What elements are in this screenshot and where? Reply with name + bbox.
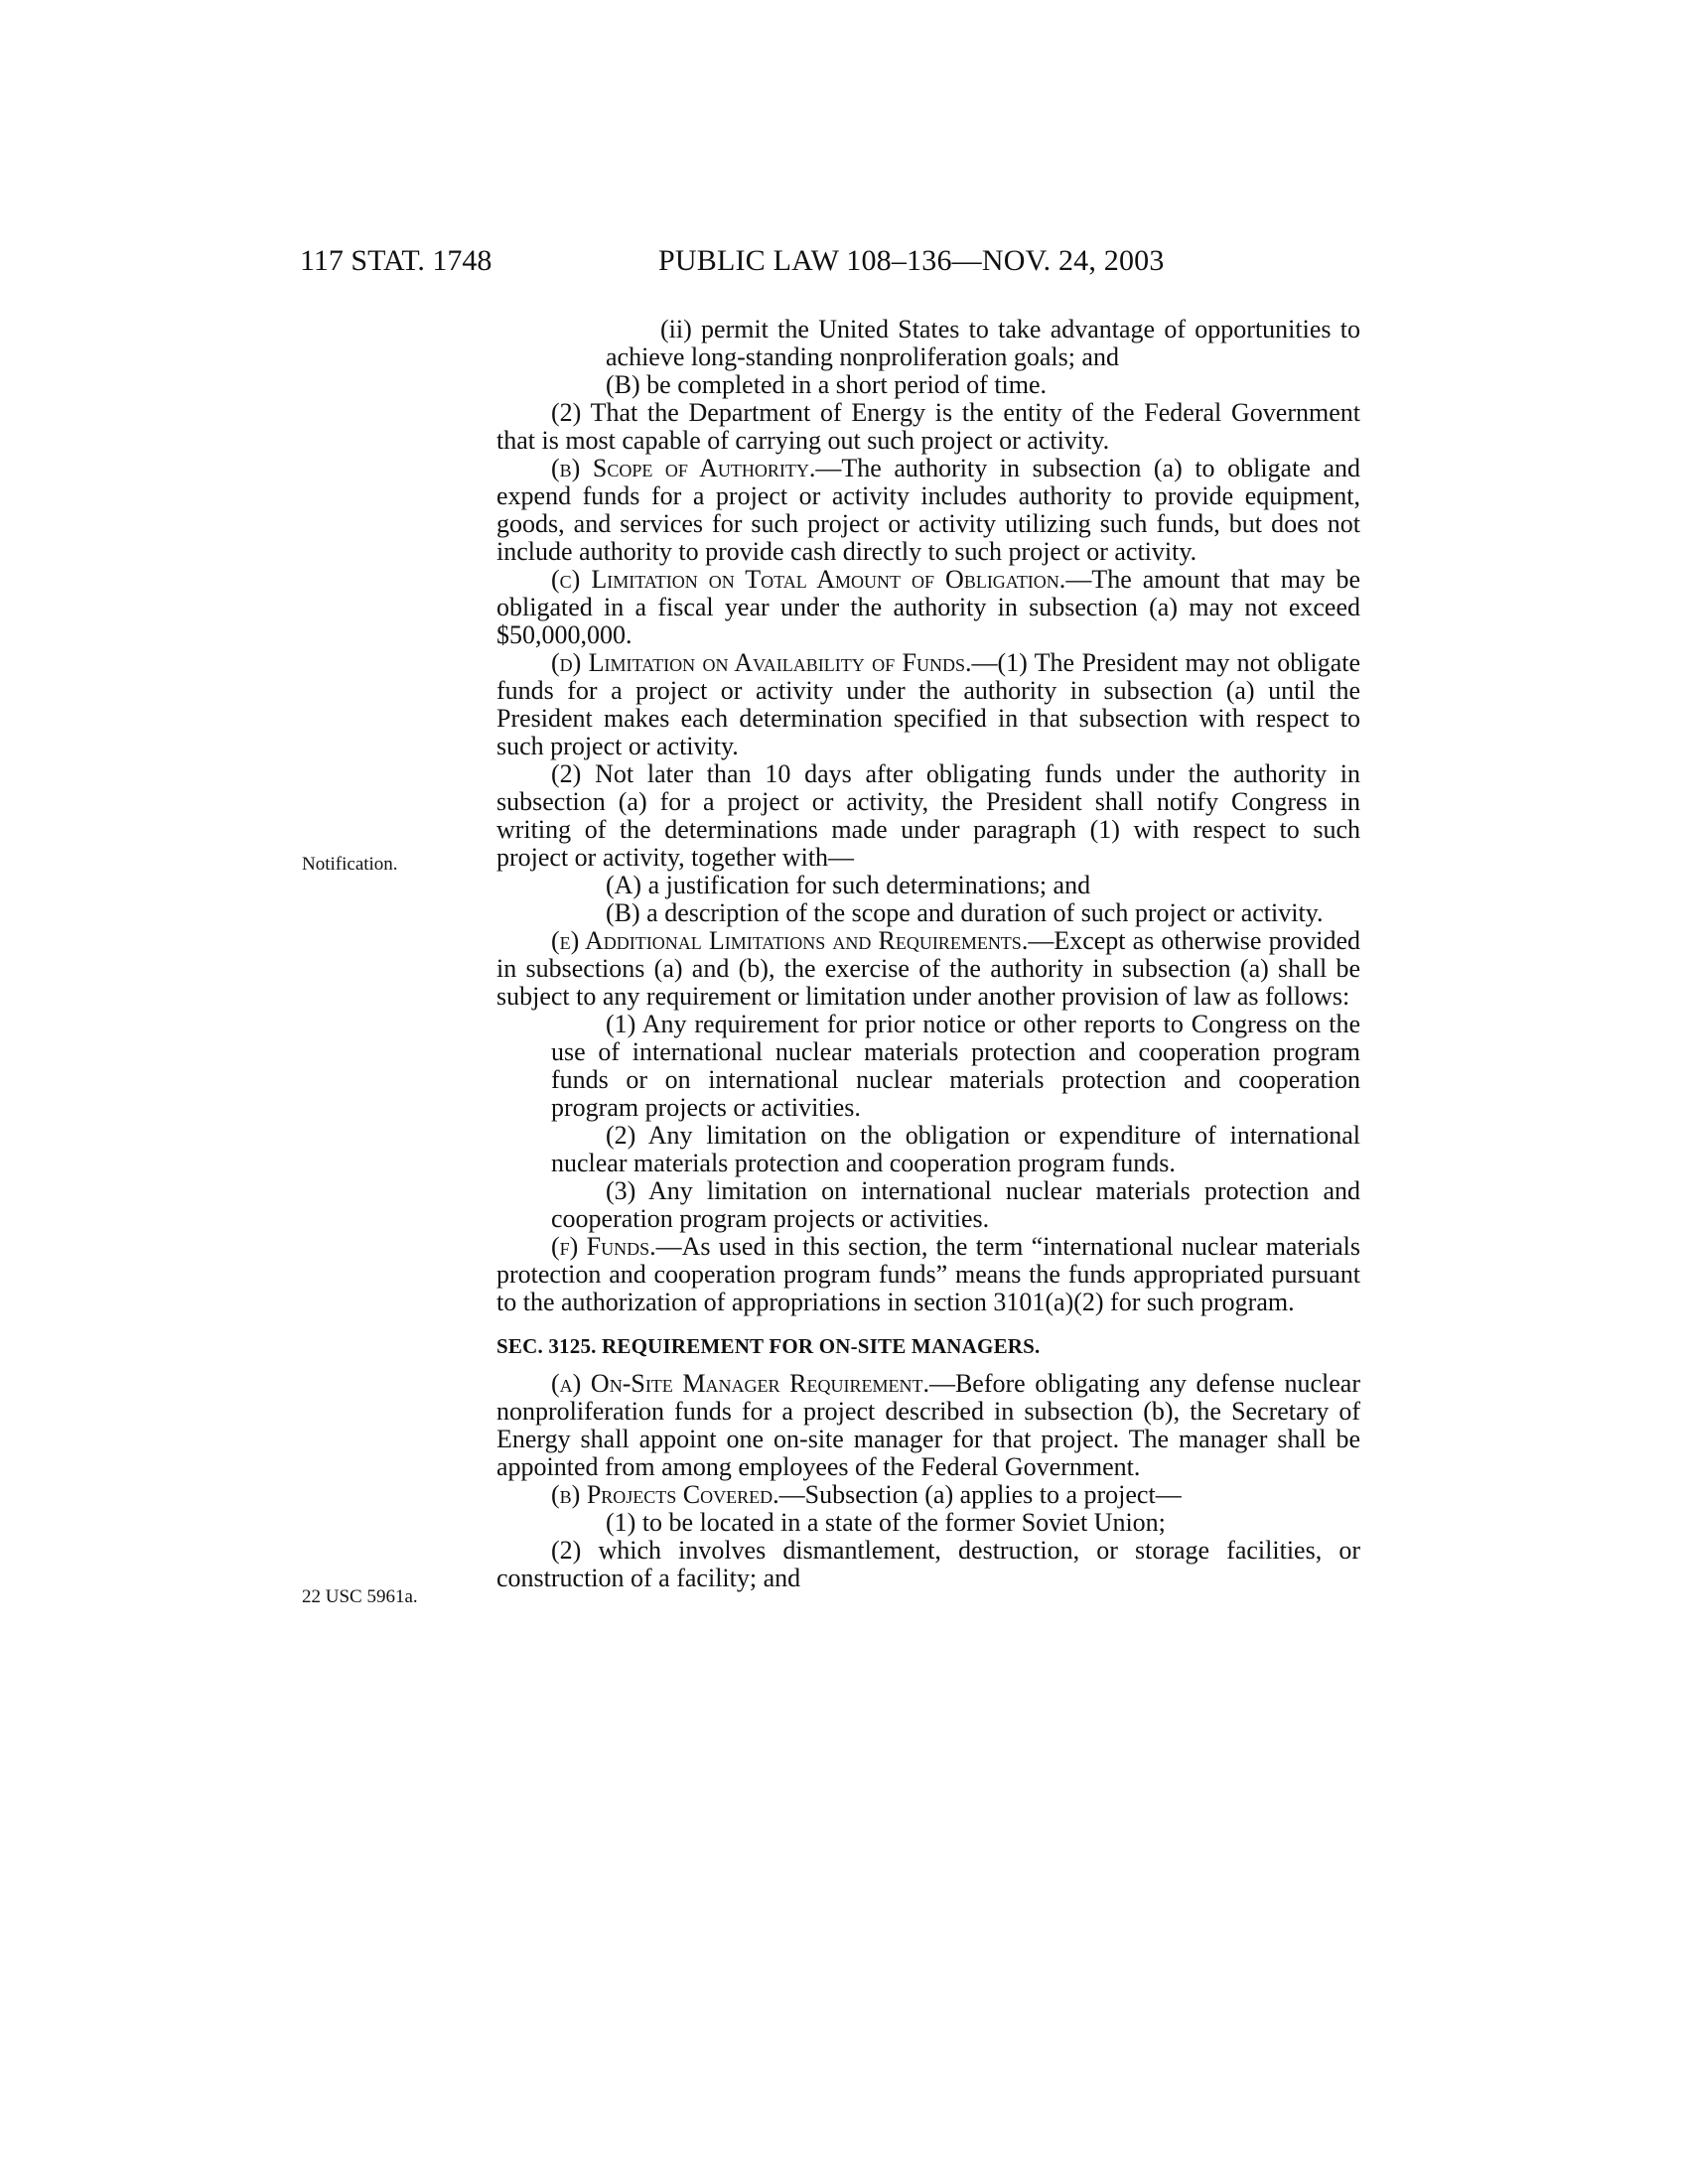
paragraph-text: —Before obligating any defense nuclear nonproliferation funds for a project described in subsection (b), the Secretary of Energy shall appoint one on-site manager for that project. The manager shall be appointed from among employees of the Federal Government. (496, 1369, 1360, 1481)
subsection-heading: (b) Projects Covered. (551, 1480, 779, 1509)
paragraph: (1) Any requirement for prior notice or other reports to Congress on the use of international nuclear materials protection and cooperation program funds or on international nuclear materials protection and cooperation program projects or activities. (551, 1010, 1360, 1122)
paragraph: (B) a description of the scope and duration of such project or activity. (606, 898, 1324, 927)
paragraph-text: —As used in this section, the term “international nuclear materials protection and cooperation program funds” means the funds appropriated pursuant to the authorization of appropriations in section 3101(a)(2) for such program. (496, 1232, 1360, 1316)
paragraph: (2) Not later than 10 days after obligating funds under the authority in subsection (a) for a project or activity, the President shall notify Congress in writing of the determinations made under paragraph (1) with respect to such project or activity, together with— (496, 759, 1360, 872)
subsection-paragraph (496, 649, 1360, 760)
paragraph: (ii) permit the United States to take advantage of opportunities to achieve long-standing nonproliferation goals; and (606, 315, 1360, 371)
paragraph: (A) a justification for such determinations; and (606, 871, 1091, 899)
subsection-heading: (f) Funds. (551, 1232, 656, 1261)
public-law-citation: PUBLIC LAW 108–136—NOV. 24, 2003 (658, 244, 1165, 277)
subsection-paragraph (496, 927, 1360, 1011)
paragraph-text: —The authority in subsection (a) to obligate and expend funds for a project or activity includes authority to provide equipment, goods, and services for such project or activity utilizing such funds, but does not include authority to provide cash directly to such project or activity. (496, 454, 1360, 566)
section-heading: SEC. 3125. REQUIREMENT FOR ON-SITE MANAGERS. (496, 1334, 1041, 1358)
paragraph-text: —(1) The President may not obligate funds for a project or activity under the authority in subsection (a) until the President makes each determination specified in that subsection with respect to such project or activity. (496, 648, 1360, 760)
subsection-paragraph (496, 1370, 1360, 1481)
page-header (0, 244, 1688, 284)
document-body (496, 316, 1360, 1592)
margin-note-notification: Notification. (302, 854, 398, 875)
subsection-heading: (d) Limitation on Availability of Funds. (551, 648, 972, 677)
subsection-paragraph (496, 1481, 1360, 1509)
paragraph: (2) which involves dismantlement, destruction, or storage facilities, or construction of a facility; and (496, 1536, 1360, 1592)
subsection-paragraph (496, 455, 1360, 566)
subsection-heading: (e) Additional Limitations and Requirements. (551, 926, 1029, 955)
paragraph-text: —Except as otherwise provided in subsections (a) and (b), the exercise of the authority in subsection (a) shall be subject to any requirement or limitation under another provision of law as follows: (496, 926, 1360, 1011)
stat-page-number: 117 STAT. 1748 (300, 244, 492, 277)
subsection-heading: (c) Limitation on Total Amount of Obligation. (551, 565, 1066, 594)
paragraph: (2) Any limitation on the obligation or expenditure of international nuclear materials protection and cooperation program funds. (551, 1121, 1360, 1177)
paragraph: (1) to be located in a state of the former Soviet Union; (606, 1508, 1166, 1537)
subsection-heading: (a) On-Site Manager Requirement. (551, 1369, 929, 1398)
paragraph: (3) Any limitation on international nuclear materials protection and cooperation program projects or activities. (551, 1176, 1360, 1233)
paragraph-text: —Subsection (a) applies to a project— (778, 1480, 1182, 1509)
paragraph-text: —The amount that may be obligated in a fiscal year under the authority in subsection (a) may not exceed $50,000,000. (496, 565, 1361, 649)
subsection-heading: (b) Scope of Authority. (551, 454, 816, 482)
paragraph: (B) be completed in a short period of time. (606, 370, 1048, 399)
subsection-paragraph (496, 1233, 1360, 1316)
paragraph: (2) That the Department of Energy is the entity of the Federal Government that is most capable of carrying out such project or activity. (496, 398, 1360, 455)
margin-note-usc-citation: 22 USC 5961a. (302, 1586, 418, 1607)
subsection-paragraph (496, 566, 1360, 649)
